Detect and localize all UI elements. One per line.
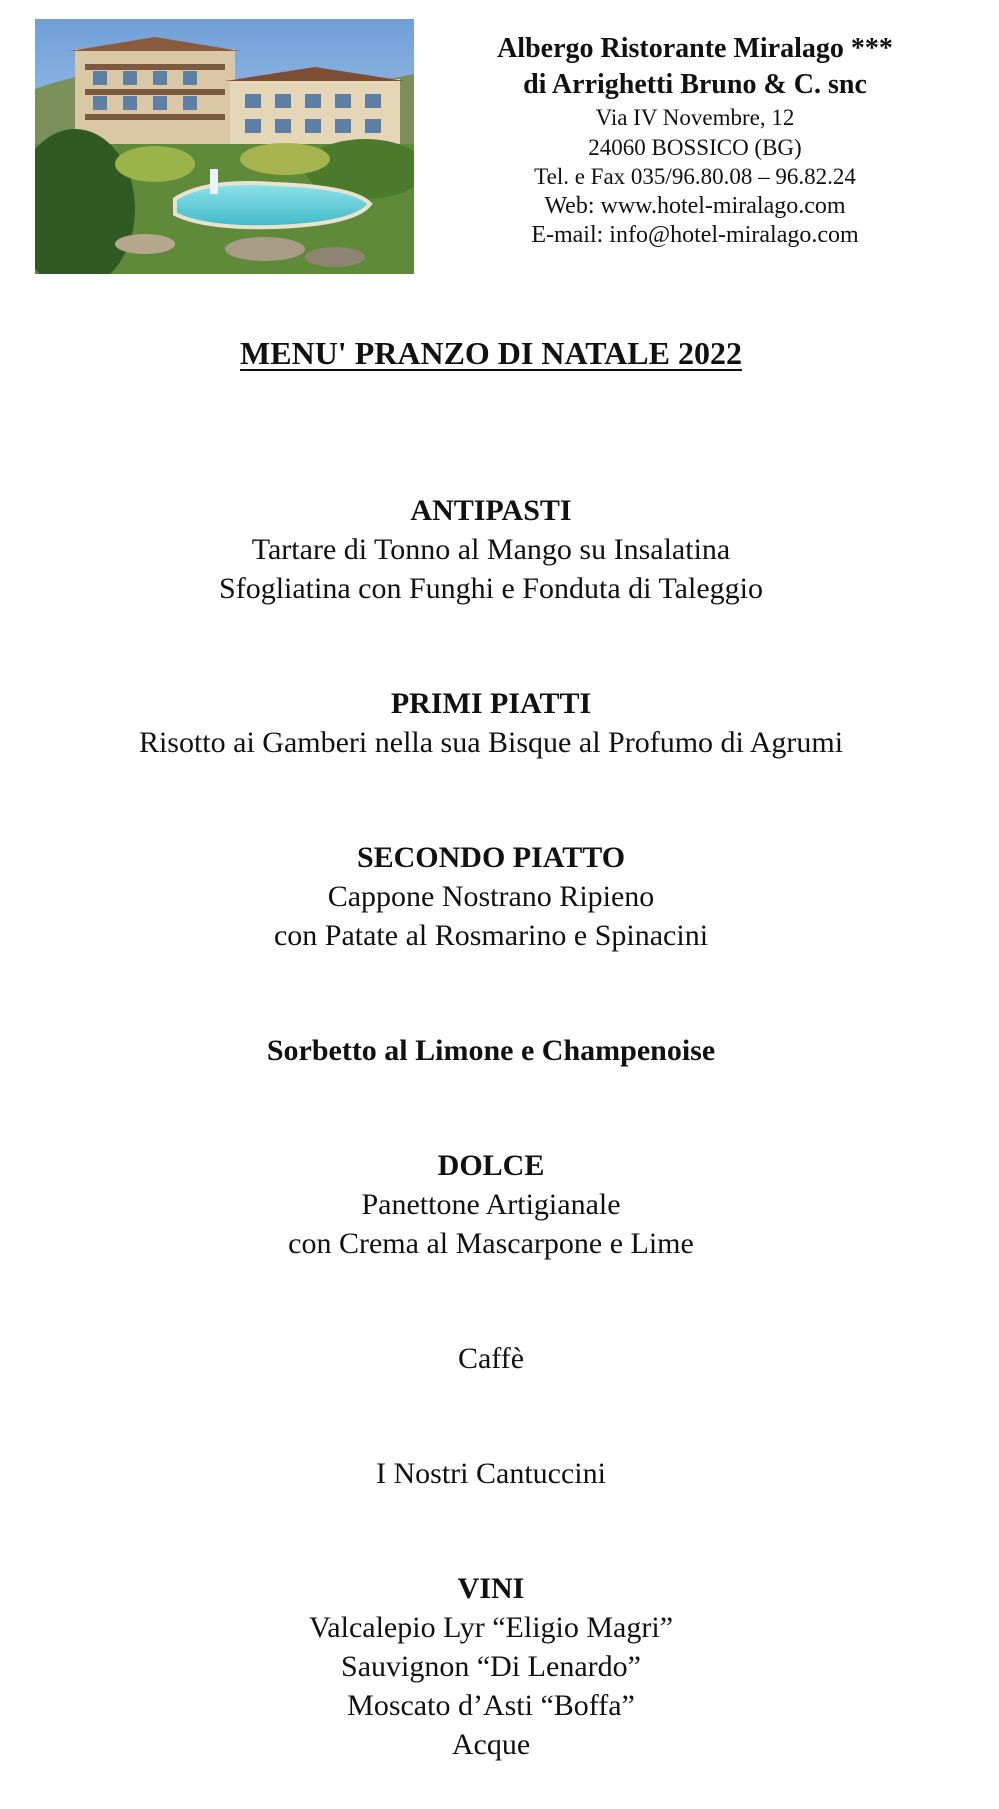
menu-item: Tartare di Tonno al Mango su Insalatina (251, 533, 731, 566)
menu-item: Caffè (457, 1342, 525, 1375)
address-city: 24060 BOSSICO (BG) (588, 134, 802, 160)
menu-title: MENU' PRANZO DI NATALE 2022 (240, 335, 742, 371)
section-sorbetto (0, 1031, 982, 1070)
menu-item: con Patate al Rosmarino e Spinacini (273, 919, 709, 952)
email: E-mail: info@hotel-miralago.com (531, 222, 859, 248)
section-cantuccini (0, 1454, 982, 1493)
section-heading: ANTIPASTI (410, 494, 572, 527)
menu-item: Sauvignon “Di Lenardo” (341, 1650, 641, 1683)
menu-item: Moscato d’Asti “Boffa” (347, 1689, 635, 1722)
address-street: Via IV Novembre, 12 (595, 105, 795, 130)
section-secondo (0, 838, 982, 955)
menu-item: Risotto ai Gamberi nella sua Bisque al Profumo di Agrumi (138, 726, 844, 759)
menu-item: Sorbetto al Limone e Champenoise (266, 1034, 716, 1067)
section-vini (0, 1569, 982, 1764)
section-primi (0, 684, 982, 762)
contact-block (440, 31, 950, 251)
section-caffe (0, 1339, 982, 1378)
section-dolce (0, 1146, 982, 1263)
menu-item: Valcalepio Lyr “Eligio Magri” (308, 1611, 674, 1644)
section-heading: PRIMI PIATTI (390, 687, 592, 720)
menu-item: Acque (451, 1728, 531, 1761)
menu-item: Cappone Nostrano Ripieno (327, 880, 655, 913)
section-heading: DOLCE (437, 1149, 545, 1182)
phone-fax: Tel. e Fax 035/96.80.08 – 96.82.24 (534, 164, 856, 189)
hotel-photo-illustration (35, 19, 414, 274)
menu-item: Sfogliatina con Funghi e Fonduta di Taleggio (219, 572, 763, 605)
menu-item: con Crema al Mascarpone e Lime (288, 1227, 694, 1260)
section-heading: SECONDO PIATTO (356, 841, 626, 874)
menu-item: I Nostri Cantuccini (376, 1457, 606, 1490)
section-heading: VINI (457, 1572, 525, 1605)
section-antipasti (0, 491, 982, 608)
business-owner: di Arrighetti Bruno & C. snc (523, 69, 867, 100)
website: Web: www.hotel-miralago.com (544, 192, 846, 219)
business-name: Albergo Ristorante Miralago *** (497, 33, 893, 64)
menu-item: Panettone Artigianale (361, 1188, 621, 1221)
hotel-photo (35, 19, 414, 274)
